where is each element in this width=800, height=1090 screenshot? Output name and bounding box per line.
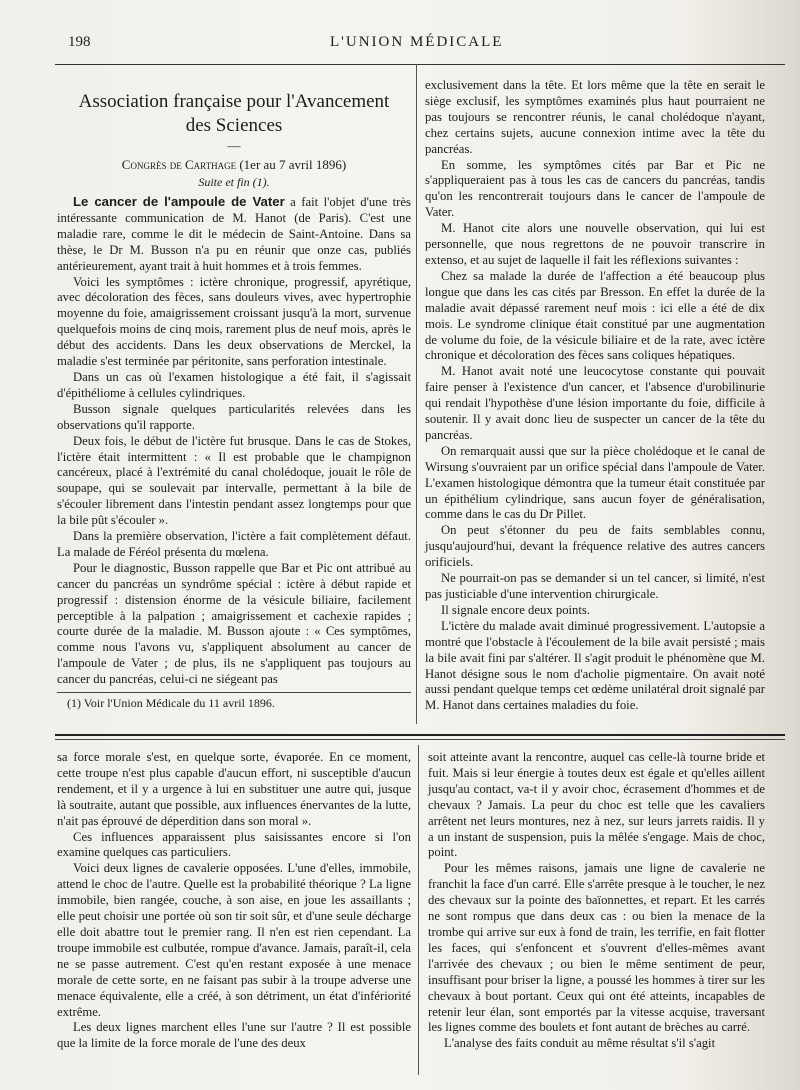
- lead-heading: Le cancer de l'ampoule de Vater: [73, 194, 285, 209]
- section-separator-thin: [55, 739, 785, 740]
- paragraph: Deux fois, le début de l'ictère fut brusque. Dans le cas de Stokes, l'ictère était intermittent : « Il est probable que le champignon cancéreux, placé à l'extrémité du canal cholédoque, jouait le rôle de soupape, qui se soulevait par intervalle, permettant à la bile de s'écouler librement dans l'intestin pendant assez longtemps pour que la bile pût s'écouler ».: [57, 433, 411, 528]
- column-divider-lower: [418, 745, 419, 1075]
- paragraph: Il signale encore deux points.: [441, 602, 591, 617]
- lower-right-column: [428, 750, 765, 1052]
- paragraph: On remarquait aussi que sur la pièce cholédoque et le canal de Wirsung s'ouvraient par un orifice spécial dans l'ampoule de Vater. L'examen histologique démontra que la tumeur était constituée par un épithélium cylindrique, sans aucun foyer de généralisation, comme dans le cas du Dr Pillet.: [425, 443, 765, 522]
- paragraph: M. Hanot cite alors une nouvelle observation, qui lui est personnelle, que nous regrettons de ne pouvoir transcrire in extenso, et au sujet de laquelle il fait les réflexions suivantes :: [425, 221, 765, 267]
- suite-line: Suite et fin (1).: [198, 175, 270, 189]
- paragraph: M. Hanot avait noté une leucocytose constante qui pouvait faire penser à l'existence d'un cancer, et l'absence d'urobilinurie qui rendait l'hypothèse d'une lésion importante du foie, difficile à soutenir. Il y avait donc lieu de suspecter un cancer de la tête du pancréas.: [425, 364, 765, 442]
- paragraph: Busson signale quelques particularités relevées dans les observations qu'il rapporte.: [57, 401, 411, 432]
- paragraph: Dans un cas où l'examen histologique a été fait, il s'agissait d'épithéliome à cellules cylindriques.: [57, 369, 411, 400]
- paragraph: En somme, les symptômes cités par Bar et Pic ne s'appliqueraient pas à tous les cas de cancers du pancréas, tandis qu'on les rencontrerait toujours dans le cancer de l'ampoule de Vater.: [425, 157, 765, 220]
- paragraph: exclusivement dans la tête. Et lors même que la tête en serait le siège exclusif, les symptômes examinés plus haut pourraient ne pas toujours se rencontrer réunis, le canal cholédoque n'ayant, chez certains sujets, aucune connexion intime avec la tête du pancréas.: [425, 78, 765, 156]
- paragraph: Pour le diagnostic, Busson rappelle que Bar et Pic ont attribué au cancer du pancréas un syndrôme spécial : ictère à début rapide et progressif : distension énorme de la vésicule biliaire, facilement perceptible à la palpation ; amaigrissement et cachexie rapides ; courte durée de la maladie. M. Busson ajoute : « Ces symptômes, comme nous l'avons vu, s'appliquent absolument au cancer de l'ampoule de Vater ; de plus, ils ne s'appliquent pas toujours au cancer du pancréas, celui-ci ne siégeant pas: [57, 560, 411, 687]
- paragraph: Les deux lignes marchent elles l'une sur l'autre ? Il est possible que la limite de la force morale de l'une des deux: [57, 1020, 411, 1051]
- lead-paragraph: [57, 194, 411, 275]
- paragraph: Chez sa malade la durée de l'affection a été beaucoup plus longue que dans les cas cités par Bresson. En effet la durée de la maladie avait dépassé rarement neuf mois : ici elle a été de dix mois. Le syndrome clinique était constitué par une augmentation de volume du foie, de la vésicule biliaire et de la rate, avec ictère chronique et décoloration des fèces sans coliques hépatiques.: [425, 268, 765, 363]
- paragraph: Pour les mêmes raisons, jamais une ligne de cavalerie ne franchit la face d'un carré. Elle s'arrête presque à le toucher, le nez des chevaux sur la pointe des baïonnettes, et repart. Et les carrés ne sont rompus que dans deux cas : ou bien la menace de la trombe qui arrive sur eux à fond de train, les terrifie, en fait flotter les faces, qui s'enfoncent et s'ouvrent d'elles-mêmes avant l'arrivée des chevaux ; ou bien le même sentiment de peur, insuffisant pour briser la ligne, a poussé les hommes à tirer sur les chevaux à bout portant. Ceux qui ont été atteints, incapables de retenir leur élan, sont emportés par la vitesse acquise, traversant les lignes comme des boulets et font autant de brèches au carré.: [428, 861, 765, 1035]
- header-rule: [55, 64, 785, 65]
- paragraph: Dans la première observation, l'ictère a fait complètement défaut. La malade de Féréol présenta du mœlena.: [57, 529, 411, 559]
- congress-dates: (1er au 7 avril 1896): [236, 157, 347, 172]
- congress-line: [57, 156, 411, 174]
- footnote: (1) Voir l'Union Médicale du 11 avril 1896.: [67, 696, 275, 711]
- paragraph: Ne pourrait-on pas se demander si un tel cancer, si limité, n'est pas justiciable d'une intervention chirurgicale.: [425, 571, 765, 601]
- section-separator: [55, 734, 785, 736]
- paragraph: L'ictère du malade avait diminué progressivement. L'autopsie a montré que l'obstacle à l'écoulement de la bile avait persisté ; mais la bile avait fini par s'altérer. Il s'agit produit le phénomène que M. Hanot désigne sous le nom d'acholie pigmentaire. On avait noté aussi pendant quelque temps cet œdème unilatéral droit signalé par M. Hanot dans certaines maladies du foie.: [425, 618, 765, 713]
- title-dash: —: [227, 138, 241, 153]
- journal-title: L'UNION MÉDICALE: [330, 34, 504, 50]
- lower-left-column: [57, 750, 411, 1052]
- page-number: 198: [68, 34, 91, 50]
- article-left-column: [57, 78, 411, 711]
- column-divider: [416, 64, 417, 724]
- lead-text: a fait l'objet d'une très intéressante communication de M. Hanot (de Paris). C'est une maladie rare, comme le dit le médecin de Saint-Antoine. Dans sa thèse, le Dr M. Busson n'a pu en réunir que onze cas, publiés antérieurement, ayant trait à huit hommes et à trois femmes.: [57, 195, 411, 273]
- section-title-line-2: des Sciences: [185, 115, 283, 136]
- footnote-rule: [57, 692, 411, 693]
- article-right-column: [425, 78, 765, 714]
- section-title-line-1: Association française pour l'Avancement: [78, 91, 390, 112]
- section-title: [57, 90, 411, 138]
- paragraph: L'analyse des faits conduit au même résultat s'il s'agit: [444, 1036, 716, 1051]
- running-head: [0, 34, 800, 54]
- paragraph: Ces influences apparaissent plus saisissantes encore si l'on examine quelques cas particuliers.: [57, 829, 411, 860]
- paragraph: soit atteinte avant la rencontre, auquel cas celle-là tourne bride et fuit. Mais si leur énergie à toutes deux est égale et qu'elles aillent jusqu'au contact, va-t il y avoir choc, écrasement d'hommes et de chevaux ? Jamais. La peur du choc est telle que les cavaliers arrêtent net leurs montures, nez à nez, sur leurs jarrets raidis. Il y a un instant de suspension, puis la mêlée s'engage. Mais de choc, point.: [428, 750, 765, 860]
- paragraph: On peut s'étonner du peu de faits semblables connu, jusqu'aujourd'hui, devant la fréquence relative des autres cancers orificiels.: [425, 523, 765, 570]
- paragraph: Voici deux lignes de cavalerie opposées. L'une d'elles, immobile, attend le choc de l'autre. Quelle est la probabilité théorique ? La ligne immobile, bien rangée, couche, à son aise, en joue les assaillants ; elle peut choisir une portée où son tir soit sûr, et d'une seule décharge elle doit abattre tout le premier rang. Il n'en est rien cependant. La troupe immobile est culbutée, rompue d'avance. Jamais, paraît-il, cela ne se passe autrement. C'est qu'en restant exposée à une menace morale de cette sorte, en ne faisant pas subir à la troupe adverse une menace équivalente, elle a créé, à son détriment, un état d'infériorité extrême.: [57, 861, 411, 1019]
- congress-name: Congrès de Carthage: [121, 157, 237, 172]
- paragraph: Voici les symptômes : ictère chronique, progressif, apyrétique, avec décoloration des fèces, sans douleurs vives, avec hypertrophie moyenne du foie, amaigrissement croissant jusqu'à la mort, survenue quelquefois moins de cinq mois, rarement plus de neuf mois, après le début des accidents. Dans les deux observations de Merckel, la maladie s'est terminée par péritonite, sans perforation intestinale.: [57, 274, 411, 369]
- paragraph: sa force morale s'est, en quelque sorte, évaporée. En ce moment, cette troupe n'est plus capable d'aucun effort, ni susceptible d'aucun rendement, et il y a urgence à lui en substituer une autre qui, jusque là soutraite, autant que possible, aux influences énervantes de la lutte, n'ait pas éprouvé de déperdition dans son moral ».: [57, 750, 411, 828]
